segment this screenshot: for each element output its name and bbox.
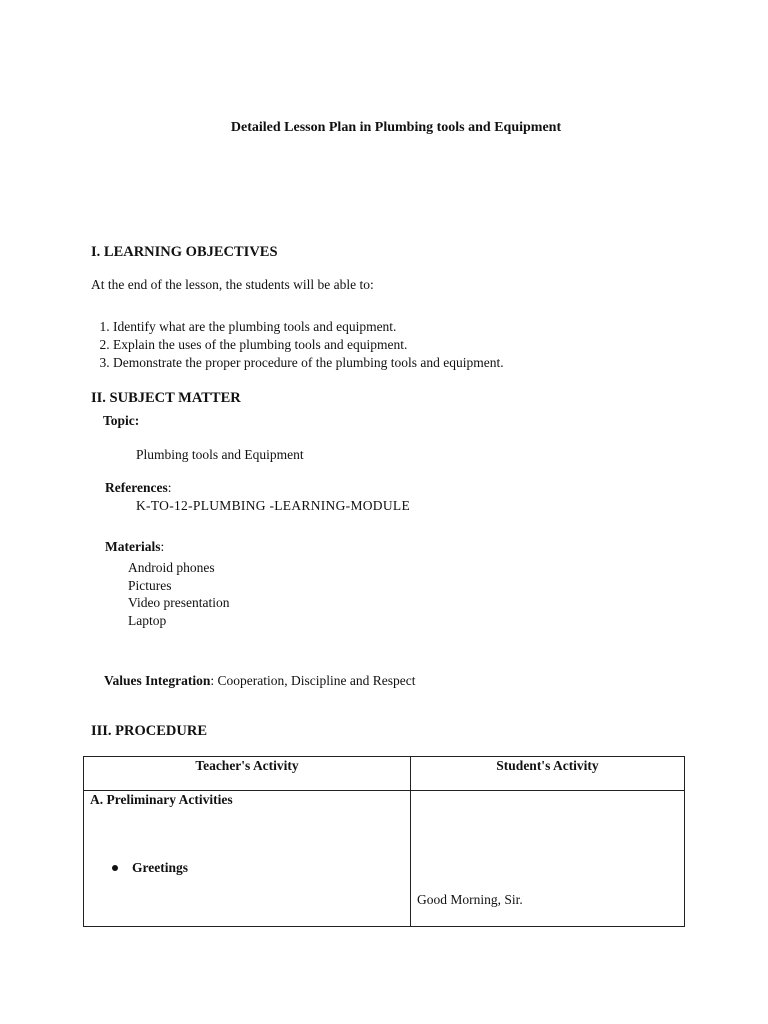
student-response: Good Morning, Sir. — [417, 892, 523, 907]
references-value: K-TO-12-PLUMBING -LEARNING-MODULE — [136, 498, 410, 513]
material-item: Video presentation — [128, 595, 230, 611]
values-label: Values Integration — [104, 673, 211, 688]
materials-label: Materials — [105, 539, 161, 554]
student-activity-header-label: Student's Activity — [496, 758, 599, 773]
objective-item: 3. Demonstrate the proper procedure of the plumbing tools and equipment. — [113, 354, 504, 372]
document-title: Detailed Lesson Plan in Plumbing tools and Equipment — [230, 120, 562, 135]
topic-value: Plumbing tools and Equipment — [136, 447, 304, 462]
objectives-intro: At the end of the lesson, the students will be able to: — [91, 277, 374, 292]
materials-colon: : — [160, 539, 165, 554]
references-label: References — [105, 480, 168, 495]
teacher-activity-header-label: Teacher's Activity — [195, 758, 299, 773]
material-item: Laptop — [128, 613, 167, 629]
greetings-item — [112, 860, 188, 876]
greetings-label: Greetings — [132, 860, 188, 875]
bullet-icon — [112, 865, 118, 871]
objective-item: 2. Explain the uses of the plumbing tools and equipment. — [113, 336, 504, 354]
procedure-table — [83, 756, 685, 927]
objectives-list — [91, 318, 504, 372]
preliminary-activities-label: A. Preliminary Activities — [90, 792, 233, 807]
student-activity-header — [411, 757, 685, 791]
references-line — [105, 480, 171, 496]
teacher-activity-cell — [84, 791, 411, 927]
student-activity-cell — [411, 791, 685, 927]
objectives-heading: I. LEARNING OBJECTIVES — [91, 244, 278, 260]
procedure-heading: III. PROCEDURE — [91, 723, 208, 739]
subject-matter-heading: II. SUBJECT MATTER — [91, 390, 241, 406]
values-integration-line — [104, 673, 415, 689]
values-value: : Cooperation, Discipline and Respect — [210, 673, 416, 688]
table-row — [84, 791, 685, 927]
materials-list — [128, 559, 230, 630]
material-item: Android phones — [128, 560, 215, 575]
references-colon: : — [167, 480, 172, 495]
materials-line — [105, 539, 164, 555]
objective-item: 1. Identify what are the plumbing tools and equipment. — [113, 318, 504, 336]
table-header-row — [84, 757, 685, 791]
topic-label: Topic: — [103, 413, 140, 428]
material-item: Pictures — [128, 577, 172, 593]
teacher-activity-header — [84, 757, 411, 791]
